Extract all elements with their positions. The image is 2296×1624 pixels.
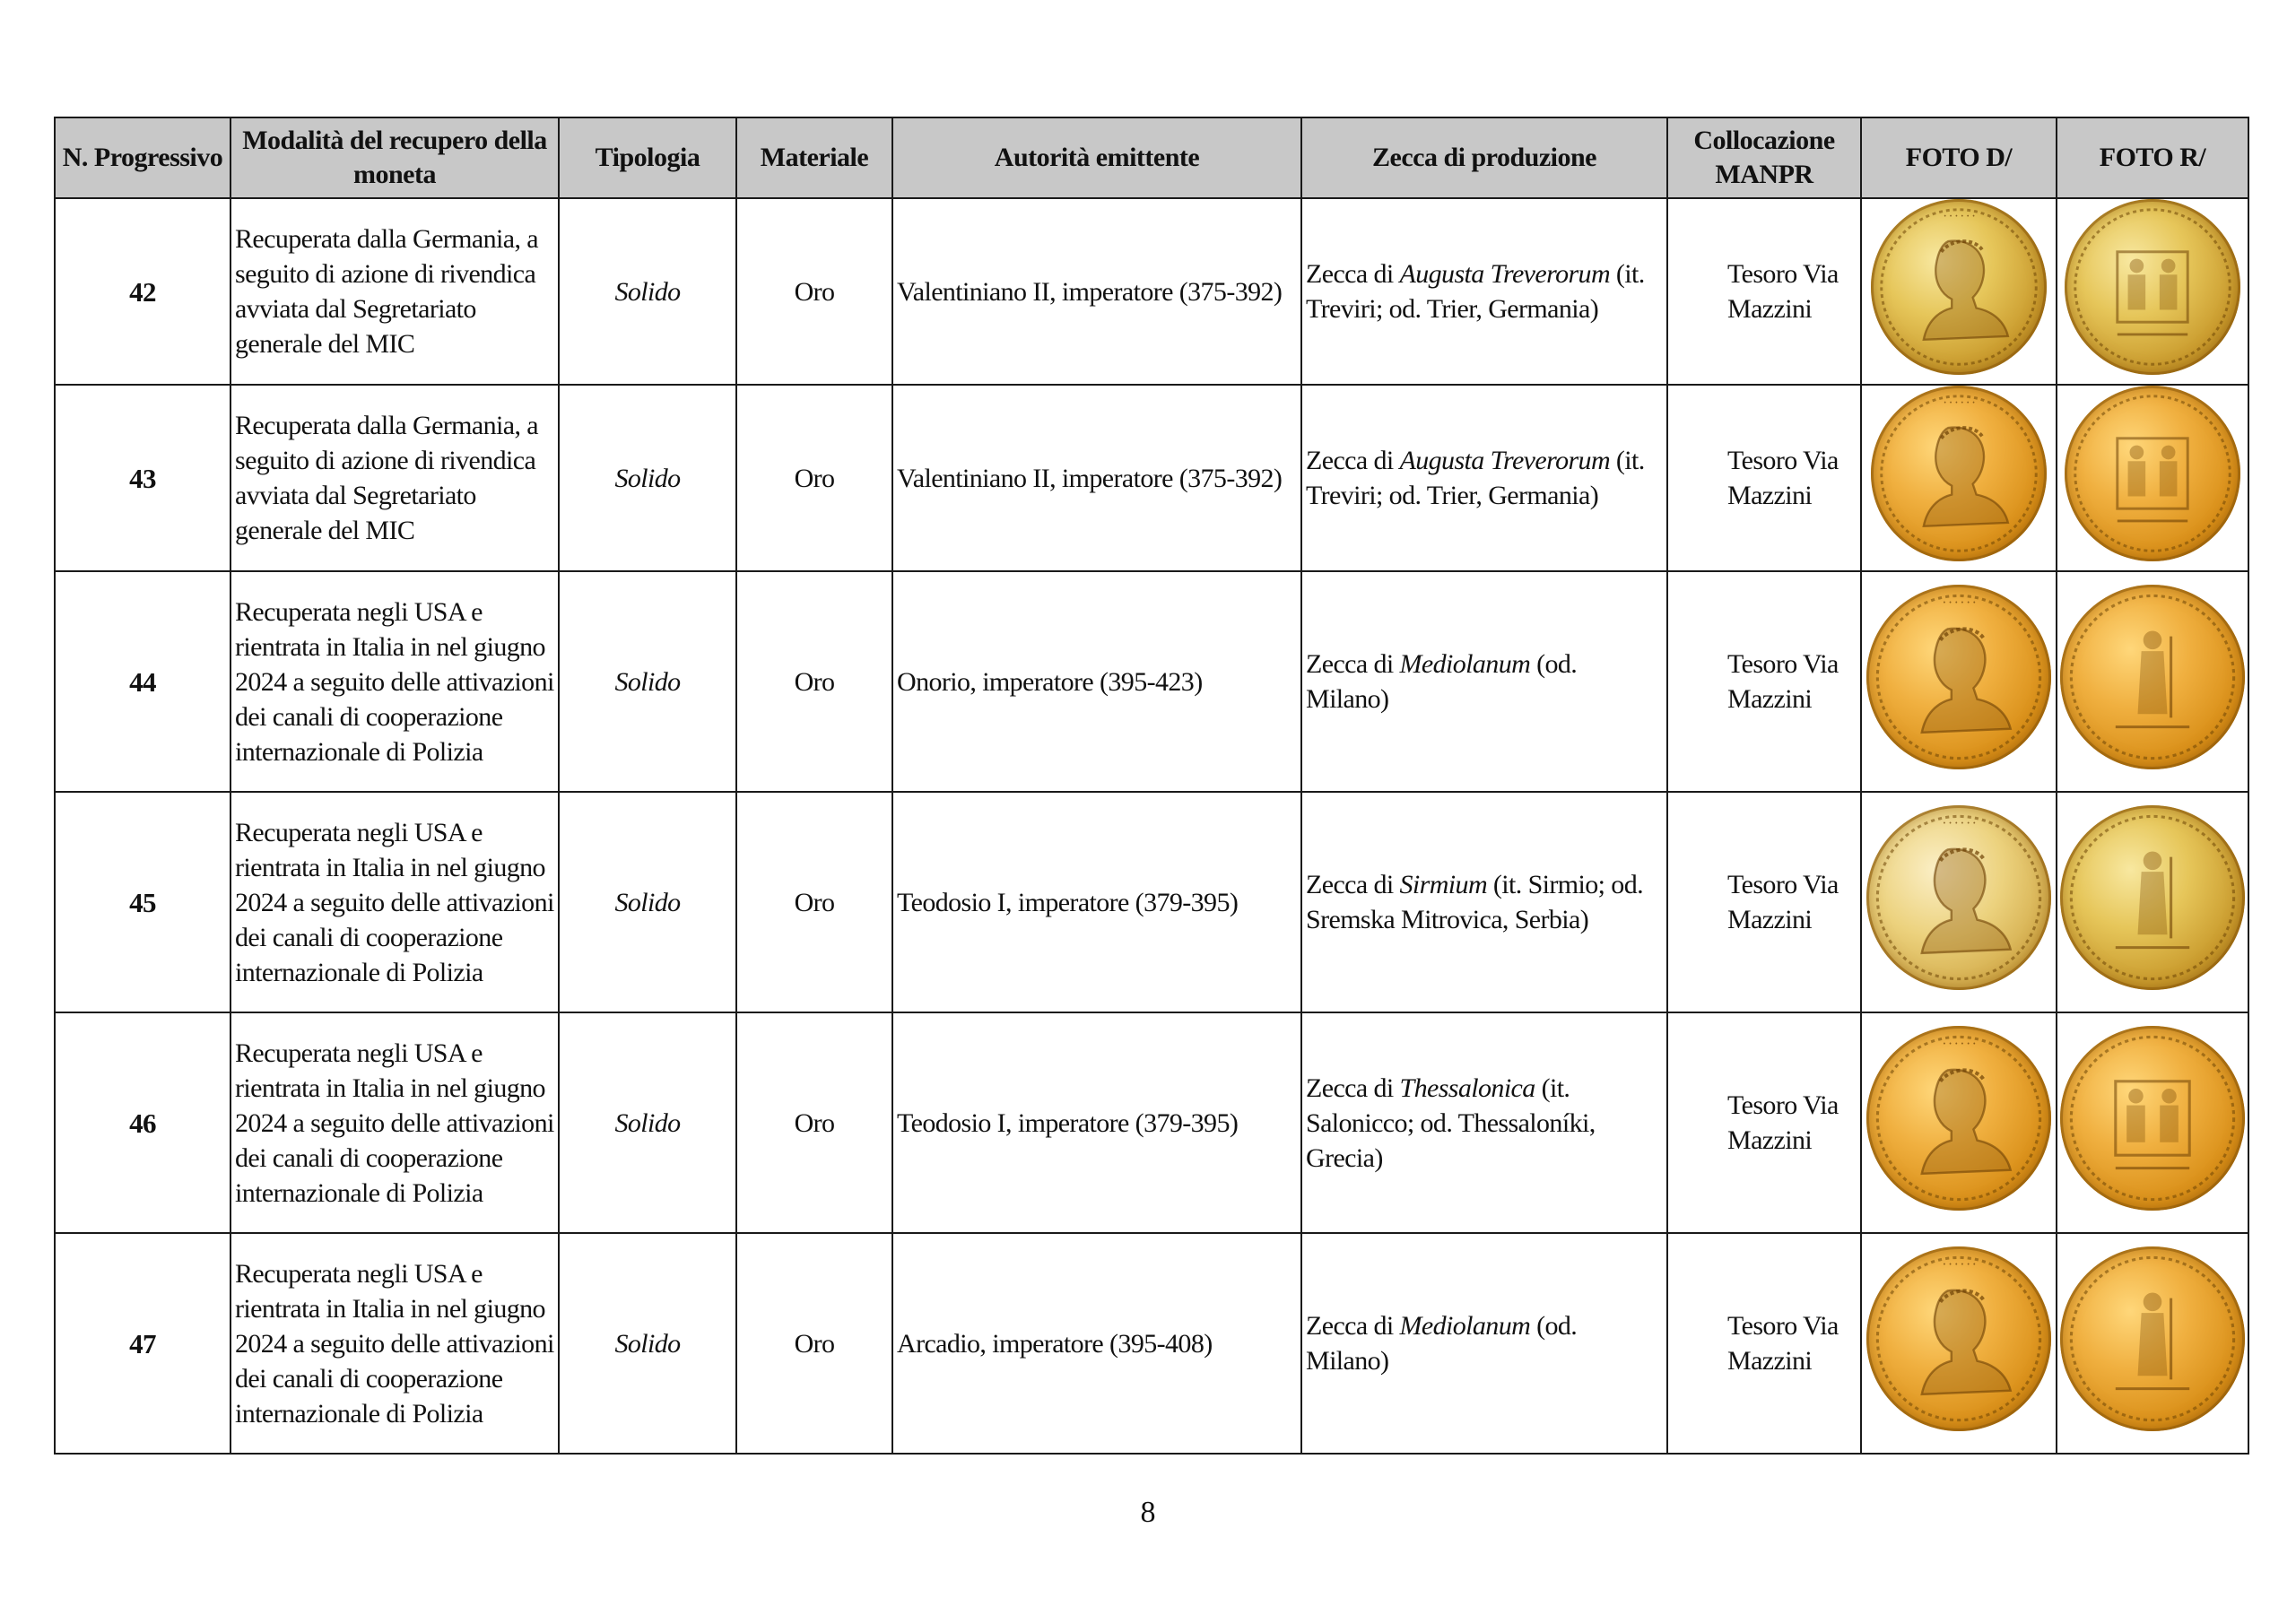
cell-zec: Zecca di Augusta Treverorum (it. Treviri; od. Trier, Germania) [1301,385,1667,571]
cell-tip: Solido [559,1012,736,1233]
coin-reverse-image [2065,386,2240,561]
cell-zec: Zecca di Augusta Treverorum (it. Treviri; od. Trier, Germania) [1301,198,1667,385]
cell-tip: Solido [559,385,736,571]
coin-reverse-image [2060,805,2245,990]
cell-foto-d [1861,571,2057,792]
cell-tip: Solido [559,198,736,385]
cell-tip: Solido [559,792,736,1012]
cell-aut: Valentiniano II, imperatore (375-392) [892,385,1301,571]
table-row [55,198,2248,385]
coin-table [54,117,2249,1455]
cell-mat: Oro [736,571,892,792]
cell-tip: Solido [559,1233,736,1454]
svg-text:· · · · · ·: · · · · · · [1943,209,1975,224]
cell-mat: Oro [736,385,892,571]
cell-num: 45 [55,792,230,1012]
coin-reverse-image [2060,1026,2245,1211]
cell-foto-d [1861,792,2057,1012]
coin-obverse-image [1871,199,2047,375]
header-aut: Autorità emittente [892,117,1301,198]
coin-obverse-image [1866,805,2051,990]
cell-mod: Recuperata negli USA e rientrata in Italia in nel giugno 2024 a seguito delle attivazioni dei canali di cooperazione internazionale di Polizia [230,1012,559,1233]
cell-col: Tesoro Via Mazzini [1667,792,1861,1012]
cell-foto-r [2057,1012,2248,1233]
cell-col: Tesoro Via Mazzini [1667,1233,1861,1454]
table-row [55,571,2248,792]
cell-zec: Zecca di Mediolanum (od. Milano) [1301,571,1667,792]
cell-aut: Arcadio, imperatore (395-408) [892,1233,1301,1454]
cell-col: Tesoro Via Mazzini [1667,198,1861,385]
svg-text:· · · · · ·: · · · · · · [1942,1037,1976,1052]
header-fotor: FOTO R/ [2057,117,2248,198]
cell-aut: Onorio, imperatore (395-423) [892,571,1301,792]
header-mod: Modalità del recupero della moneta [230,117,559,198]
cell-num: 42 [55,198,230,385]
table-row [55,1233,2248,1454]
cell-foto-d [1861,1012,2057,1233]
cell-zec: Zecca di Mediolanum (od. Milano) [1301,1233,1667,1454]
cell-mod: Recuperata dalla Germania, a seguito di azione di rivendica avviata dal Segretariato generale del MIC [230,385,559,571]
page-number: 8 [1140,1496,1156,1529]
table-row [55,792,2248,1012]
header-mat: Materiale [736,117,892,198]
cell-mat: Oro [736,1233,892,1454]
cell-mat: Oro [736,198,892,385]
cell-mod: Recuperata dalla Germania, a seguito di azione di rivendica avviata dal Segretariato generale del MIC [230,198,559,385]
cell-aut: Teodosio I, imperatore (379-395) [892,792,1301,1012]
cell-aut: Valentiniano II, imperatore (375-392) [892,198,1301,385]
cell-aut: Teodosio I, imperatore (379-395) [892,1012,1301,1233]
cell-mod: Recuperata negli USA e rientrata in Italia in nel giugno 2024 a seguito delle attivazioni dei canali di cooperazione internazionale di Polizia [230,792,559,1012]
svg-text:· · · · · ·: · · · · · · [1942,816,1976,831]
cell-mat: Oro [736,1012,892,1233]
cell-mat: Oro [736,792,892,1012]
cell-foto-d [1861,385,2057,571]
coin-obverse-image [1866,585,2051,769]
cell-col: Tesoro Via Mazzini [1667,1012,1861,1233]
cell-zec: Zecca di Thessalonica (it. Salonicco; od. Thessaloníki, Grecia) [1301,1012,1667,1233]
cell-mod: Recuperata negli USA e rientrata in Italia in nel giugno 2024 a seguito delle attivazioni dei canali di cooperazione internazionale di Polizia [230,1233,559,1454]
cell-foto-r [2057,1233,2248,1454]
header-num: N. Progressivo [55,117,230,198]
cell-num: 43 [55,385,230,571]
table-row [55,1012,2248,1233]
svg-text:· · · · · ·: · · · · · · [1943,395,1975,411]
table-header-row [55,117,2248,198]
cell-foto-r [2057,198,2248,385]
coin-reverse-image [2065,199,2240,375]
cell-foto-r [2057,571,2248,792]
cell-foto-r [2057,385,2248,571]
cell-zec: Zecca di Sirmium (it. Sirmio; od. Sremska Mitrovica, Serbia) [1301,792,1667,1012]
cell-foto-d [1861,1233,2057,1454]
coin-reverse-image [2060,585,2245,769]
table-row [55,385,2248,571]
cell-tip: Solido [559,571,736,792]
cell-col: Tesoro Via Mazzini [1667,571,1861,792]
svg-text:· · · · · ·: · · · · · · [1942,595,1976,611]
coin-obverse-image [1866,1246,2051,1431]
cell-num: 44 [55,571,230,792]
coin-obverse-image [1871,386,2047,561]
cell-foto-r [2057,792,2248,1012]
cell-mod: Recuperata negli USA e rientrata in Italia in nel giugno 2024 a seguito delle attivazioni dei canali di cooperazione internazionale di Polizia [230,571,559,792]
header-col: Collocazione MANPR [1667,117,1861,198]
header-tip: Tipologia [559,117,736,198]
cell-num: 46 [55,1012,230,1233]
header-zec: Zecca di produzione [1301,117,1667,198]
cell-col: Tesoro Via Mazzini [1667,385,1861,571]
header-fotod: FOTO D/ [1861,117,2057,198]
coin-obverse-image [1866,1026,2051,1211]
cell-num: 47 [55,1233,230,1454]
cell-foto-d [1861,198,2057,385]
svg-text:· · · · · ·: · · · · · · [1942,1257,1976,1272]
coin-reverse-image [2060,1246,2245,1431]
